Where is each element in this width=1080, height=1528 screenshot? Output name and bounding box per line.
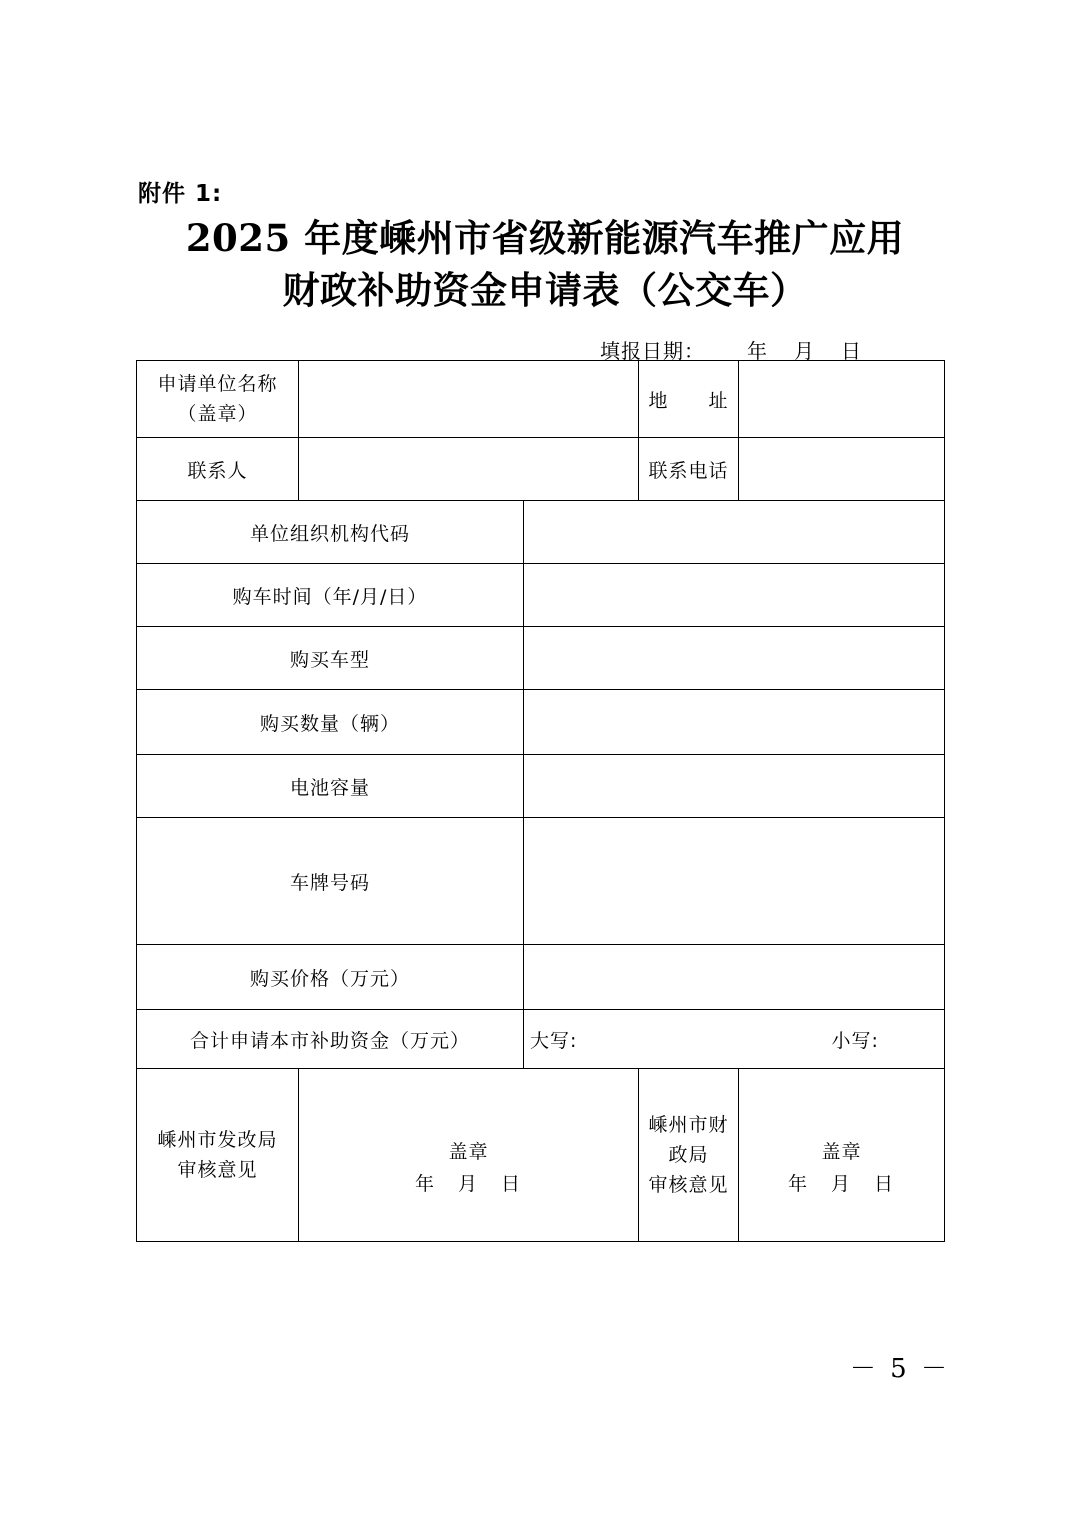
dev-review-seal-cell[interactable]	[299, 1069, 639, 1242]
model-value-cell[interactable]	[524, 627, 945, 690]
fin-seal-date	[745, 1168, 938, 1200]
price-label-cell: 购买价格（万元）	[137, 945, 524, 1010]
unit-name-value-cell[interactable]	[299, 361, 639, 438]
model-label-cell: 购买车型	[137, 627, 524, 690]
fill-date-year: 年	[747, 339, 768, 363]
total-subsidy-label: 合计申请本市补助资金（万元）	[189, 1029, 470, 1052]
dev-seal-date	[305, 1168, 632, 1200]
table-row	[137, 361, 945, 438]
amount-lowercase-label: 小写:	[831, 1029, 879, 1052]
quantity-value-cell[interactable]	[524, 690, 945, 755]
application-form-table	[136, 360, 945, 1242]
fin-review-label-line-2: 审核意见	[648, 1174, 729, 1196]
fill-date-label: 填报日期：	[600, 339, 705, 363]
buy-time-value-cell[interactable]	[524, 564, 945, 627]
battery-label-cell: 电池容量	[137, 755, 524, 818]
table-row	[137, 945, 945, 1010]
unit-name-label-cell	[137, 361, 299, 438]
attachment-label: 附件 1:	[138, 181, 223, 207]
unit-name-label: 申请单位名称	[157, 373, 278, 395]
price-value-cell[interactable]	[524, 945, 945, 1010]
battery-value-cell[interactable]	[524, 755, 945, 818]
fin-seal-day: 日	[874, 1173, 896, 1195]
quantity-label-cell: 购买数量（辆）	[137, 690, 524, 755]
table-row	[137, 627, 945, 690]
table-row	[137, 564, 945, 627]
table-row	[137, 690, 945, 755]
page-title	[150, 212, 940, 316]
dev-review-label-cell	[137, 1069, 299, 1242]
buy-time-label-cell: 购车时间（年/月/日）	[137, 564, 524, 627]
dev-seal-day: 日	[501, 1173, 523, 1195]
phone-value-cell[interactable]	[739, 438, 945, 501]
page-title-line-1: 2025 年度嵊州市省级新能源汽车推广应用	[185, 216, 905, 260]
unit-name-sub-label: （盖章）	[177, 403, 258, 425]
total-subsidy-value-cell[interactable]	[524, 1010, 945, 1069]
contact-label-cell: 联系人	[137, 438, 299, 501]
fin-review-label-cell	[639, 1069, 739, 1242]
org-code-label-cell: 单位组织机构代码	[137, 501, 524, 564]
dev-seal-block	[305, 1110, 632, 1200]
dev-seal-year: 年	[414, 1173, 436, 1195]
dev-seal-month: 月	[457, 1173, 479, 1195]
table-row	[137, 818, 945, 945]
table-row	[137, 1069, 945, 1242]
fill-date-month: 月	[794, 339, 815, 363]
fin-review-seal-cell[interactable]	[739, 1069, 945, 1242]
address-label-cell: 地 址	[639, 361, 739, 438]
table-row	[137, 1010, 945, 1069]
total-subsidy-label-cell	[137, 1010, 524, 1069]
fin-review-label-line-1: 嵊州市财政局	[648, 1114, 729, 1166]
fin-seal-label: 盖章	[821, 1141, 862, 1163]
table-row	[137, 755, 945, 818]
plate-value-cell[interactable]	[524, 818, 945, 945]
fin-seal-year: 年	[787, 1173, 809, 1195]
dev-review-label-line-2: 审核意见	[177, 1159, 258, 1181]
dev-seal-label: 盖章	[448, 1141, 489, 1163]
dev-review-label-line-1: 嵊州市发改局	[157, 1129, 278, 1151]
phone-label-cell: 联系电话	[639, 438, 739, 501]
table-row	[137, 501, 945, 564]
page-number: － 5 －	[849, 1354, 950, 1384]
table-row	[137, 438, 945, 501]
address-value-cell[interactable]	[739, 361, 945, 438]
page-title-line-2: 财政补助资金申请表（公交车）	[282, 268, 808, 312]
fin-seal-block	[745, 1110, 938, 1200]
org-code-value-cell[interactable]	[524, 501, 945, 564]
amount-uppercase-label: 大写:	[530, 1029, 578, 1052]
fill-date-day: 日	[841, 339, 862, 363]
contact-value-cell[interactable]	[299, 438, 639, 501]
plate-label-cell: 车牌号码	[137, 818, 524, 945]
fin-seal-month: 月	[830, 1173, 852, 1195]
